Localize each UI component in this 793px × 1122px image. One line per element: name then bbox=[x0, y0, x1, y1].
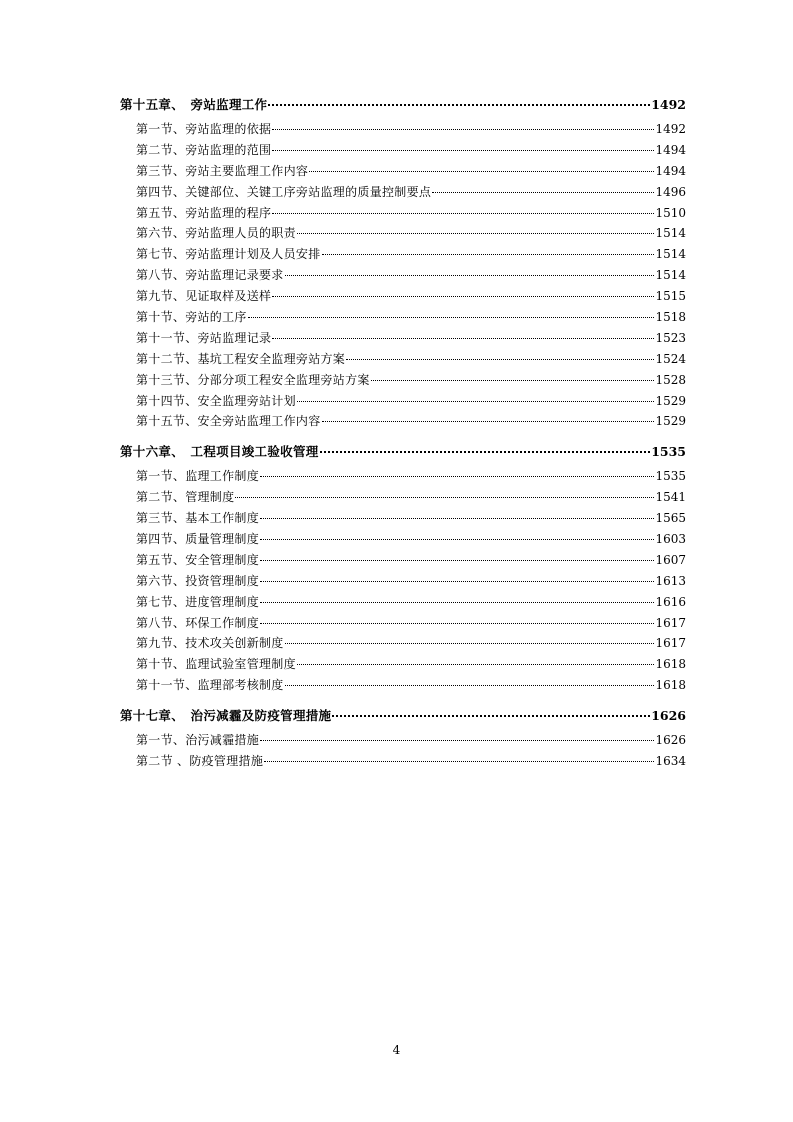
toc-entry-title: 第六节、旁站监理人员的职责 bbox=[136, 226, 296, 241]
dot-leader bbox=[322, 254, 655, 255]
toc-entry-page-number: 1518 bbox=[655, 310, 686, 325]
toc-entry-title: 第九节、见证取样及送样 bbox=[136, 289, 272, 304]
toc-entry-page-number: 1494 bbox=[655, 163, 686, 178]
toc-entry-title: 第七节、进度管理制度 bbox=[136, 594, 260, 609]
toc-entry-page-number: 1529 bbox=[655, 414, 686, 429]
toc-entry-title: 第四节、质量管理制度 bbox=[136, 532, 260, 547]
toc-entry-title: 第二节、旁站监理的范围 bbox=[136, 142, 272, 157]
toc-section-entry[interactable] bbox=[120, 754, 686, 775]
toc-section-entry[interactable] bbox=[120, 636, 686, 657]
toc-entry-title: 第六节、投资管理制度 bbox=[136, 573, 260, 588]
dot-leader bbox=[260, 602, 654, 603]
toc-entry-title: 第十五章、 旁站监理工作 bbox=[120, 97, 268, 112]
page-number: 4 bbox=[392, 1043, 401, 1057]
dot-leader bbox=[285, 275, 655, 276]
toc-entry-page-number: 1494 bbox=[655, 142, 686, 157]
toc-section-entry[interactable] bbox=[120, 511, 686, 532]
toc-entry-title: 第五节、旁站监理的程序 bbox=[136, 205, 272, 220]
toc-entry-page-number: 1514 bbox=[655, 268, 686, 283]
toc-section-entry[interactable] bbox=[120, 532, 686, 553]
toc-section-entry[interactable] bbox=[120, 143, 686, 164]
toc-entry-page-number: 1618 bbox=[655, 657, 686, 672]
toc-entry-title: 第五节、安全管理制度 bbox=[136, 552, 260, 567]
toc-entry-page-number: 1514 bbox=[655, 247, 686, 262]
toc-entry-page-number: 1634 bbox=[655, 754, 686, 769]
toc-section-entry[interactable] bbox=[120, 414, 686, 435]
dot-leader bbox=[297, 401, 655, 402]
toc-chapter-entry[interactable] bbox=[120, 705, 686, 726]
toc-entry-page-number: 1535 bbox=[651, 444, 686, 460]
toc-entry-title: 第一节、监理工作制度 bbox=[136, 469, 260, 484]
toc-entry-page-number: 1523 bbox=[655, 330, 686, 345]
dot-leader bbox=[260, 539, 654, 540]
toc-entry-title: 第十节、监理试验室管理制度 bbox=[136, 657, 296, 672]
dot-leader bbox=[260, 740, 654, 741]
toc-entry-page-number: 1514 bbox=[655, 226, 686, 241]
toc-entry-page-number: 1524 bbox=[655, 351, 686, 366]
toc-entry-page-number: 1626 bbox=[655, 733, 686, 748]
dot-leader bbox=[260, 518, 654, 519]
toc-entry-title: 第十一节、监理部考核制度 bbox=[136, 678, 284, 693]
toc-entry-page-number: 1618 bbox=[655, 678, 686, 693]
toc-entry-title: 第十节、旁站的工序 bbox=[136, 310, 247, 325]
toc-entry-page-number: 1607 bbox=[655, 552, 686, 567]
dot-leader bbox=[264, 761, 654, 762]
toc-section-entry[interactable] bbox=[120, 185, 686, 206]
toc-section-entry[interactable] bbox=[120, 247, 686, 268]
toc-entry-title: 第九节、技术攻关创新制度 bbox=[136, 636, 284, 651]
toc-entry-title: 第七节、旁站监理计划及人员安排 bbox=[136, 247, 321, 262]
toc-section-entry[interactable] bbox=[120, 657, 686, 678]
dot-leader bbox=[235, 497, 654, 498]
toc-entry-title: 第三节、旁站主要监理工作内容 bbox=[136, 163, 309, 178]
toc-section-entry[interactable] bbox=[120, 331, 686, 352]
dot-leader bbox=[432, 192, 654, 193]
toc-section-entry[interactable] bbox=[120, 373, 686, 394]
toc-entry-title: 第十五节、安全旁站监理工作内容 bbox=[136, 414, 321, 429]
toc-entry-title: 第三节、基本工作制度 bbox=[136, 511, 260, 526]
toc-entry-title: 第十四节、安全监理旁站计划 bbox=[136, 393, 296, 408]
toc-section-entry[interactable] bbox=[120, 122, 686, 143]
toc-section-entry[interactable] bbox=[120, 206, 686, 227]
dot-leader bbox=[272, 338, 654, 339]
dot-leader bbox=[285, 685, 655, 686]
dot-leader bbox=[332, 715, 650, 717]
toc-entry-page-number: 1528 bbox=[655, 372, 686, 387]
toc-entry-page-number: 1529 bbox=[655, 393, 686, 408]
toc-section-entry[interactable] bbox=[120, 678, 686, 699]
dot-leader bbox=[272, 213, 654, 214]
toc-section-entry[interactable] bbox=[120, 469, 686, 490]
dot-leader bbox=[322, 421, 655, 422]
dot-leader bbox=[260, 560, 654, 561]
toc-entry-title: 第一节、治污减霾措施 bbox=[136, 733, 260, 748]
toc-section-entry[interactable] bbox=[120, 289, 686, 310]
dot-leader bbox=[371, 380, 655, 381]
toc-entry-page-number: 1613 bbox=[655, 573, 686, 588]
toc-section-entry[interactable] bbox=[120, 616, 686, 637]
toc-entry-page-number: 1535 bbox=[655, 469, 686, 484]
toc-section-entry[interactable] bbox=[120, 226, 686, 247]
toc-entry-title: 第八节、旁站监理记录要求 bbox=[136, 268, 284, 283]
toc-section-entry[interactable] bbox=[120, 352, 686, 373]
dot-leader bbox=[346, 359, 654, 360]
toc-entry-title: 第八节、环保工作制度 bbox=[136, 615, 260, 630]
dot-leader bbox=[285, 643, 655, 644]
toc-entry-title: 第十三节、分部分项工程安全监理旁站方案 bbox=[136, 372, 370, 387]
dot-leader bbox=[260, 623, 654, 624]
toc-chapter-entry[interactable] bbox=[120, 441, 686, 462]
toc-entry-title: 第十六章、 工程项目竣工验收管理 bbox=[120, 444, 319, 460]
toc-entry-page-number: 1617 bbox=[655, 615, 686, 630]
toc-entry-page-number: 1496 bbox=[655, 184, 686, 199]
toc-section-entry[interactable] bbox=[120, 394, 686, 415]
toc-entry-page-number: 1492 bbox=[651, 97, 686, 112]
toc-entry-title: 第二节、管理制度 bbox=[136, 490, 235, 505]
toc-entry-page-number: 1617 bbox=[655, 636, 686, 651]
toc-entry-page-number: 1616 bbox=[655, 594, 686, 609]
dot-leader bbox=[272, 129, 654, 130]
toc-entry-title: 第十七章、 治污减霾及防疫管理措施 bbox=[120, 708, 332, 724]
table-of-contents bbox=[120, 94, 686, 775]
dot-leader bbox=[297, 233, 655, 234]
toc-section-entry[interactable] bbox=[120, 268, 686, 289]
toc-section-entry[interactable] bbox=[120, 490, 686, 511]
toc-entry-page-number: 1492 bbox=[655, 122, 686, 136]
toc-entry-title: 第十一节、旁站监理记录 bbox=[136, 330, 272, 345]
toc-entry-title: 第十二节、基坑工程安全监理旁站方案 bbox=[136, 351, 346, 366]
toc-section-entry[interactable] bbox=[120, 733, 686, 754]
toc-section-entry[interactable] bbox=[120, 164, 686, 185]
dot-leader bbox=[268, 104, 650, 106]
toc-entry-page-number: 1515 bbox=[655, 289, 686, 304]
toc-entry-page-number: 1541 bbox=[655, 490, 686, 505]
toc-section-entry[interactable] bbox=[120, 574, 686, 595]
dot-leader bbox=[248, 317, 655, 318]
toc-entry-title: 第二节 、防疫管理措施 bbox=[136, 754, 264, 769]
toc-section-entry[interactable] bbox=[120, 553, 686, 574]
toc-entry-page-number: 1565 bbox=[655, 511, 686, 526]
toc-entry-page-number: 1626 bbox=[651, 708, 686, 724]
dot-leader bbox=[320, 451, 651, 453]
toc-entry-page-number: 1603 bbox=[655, 532, 686, 547]
toc-entry-title: 第一节、旁站监理的依据 bbox=[136, 122, 272, 136]
dot-leader bbox=[260, 476, 654, 477]
toc-section-entry[interactable] bbox=[120, 595, 686, 616]
toc-entry-page-number: 1510 bbox=[655, 205, 686, 220]
dot-leader bbox=[272, 150, 654, 151]
toc-chapter-entry[interactable] bbox=[120, 94, 686, 115]
toc-section-entry[interactable] bbox=[120, 310, 686, 331]
dot-leader bbox=[309, 171, 654, 172]
dot-leader bbox=[272, 296, 654, 297]
toc-entry-title: 第四节、关键部位、关键工序旁站监理的质量控制要点 bbox=[136, 184, 432, 199]
dot-leader bbox=[260, 581, 654, 582]
dot-leader bbox=[297, 664, 655, 665]
